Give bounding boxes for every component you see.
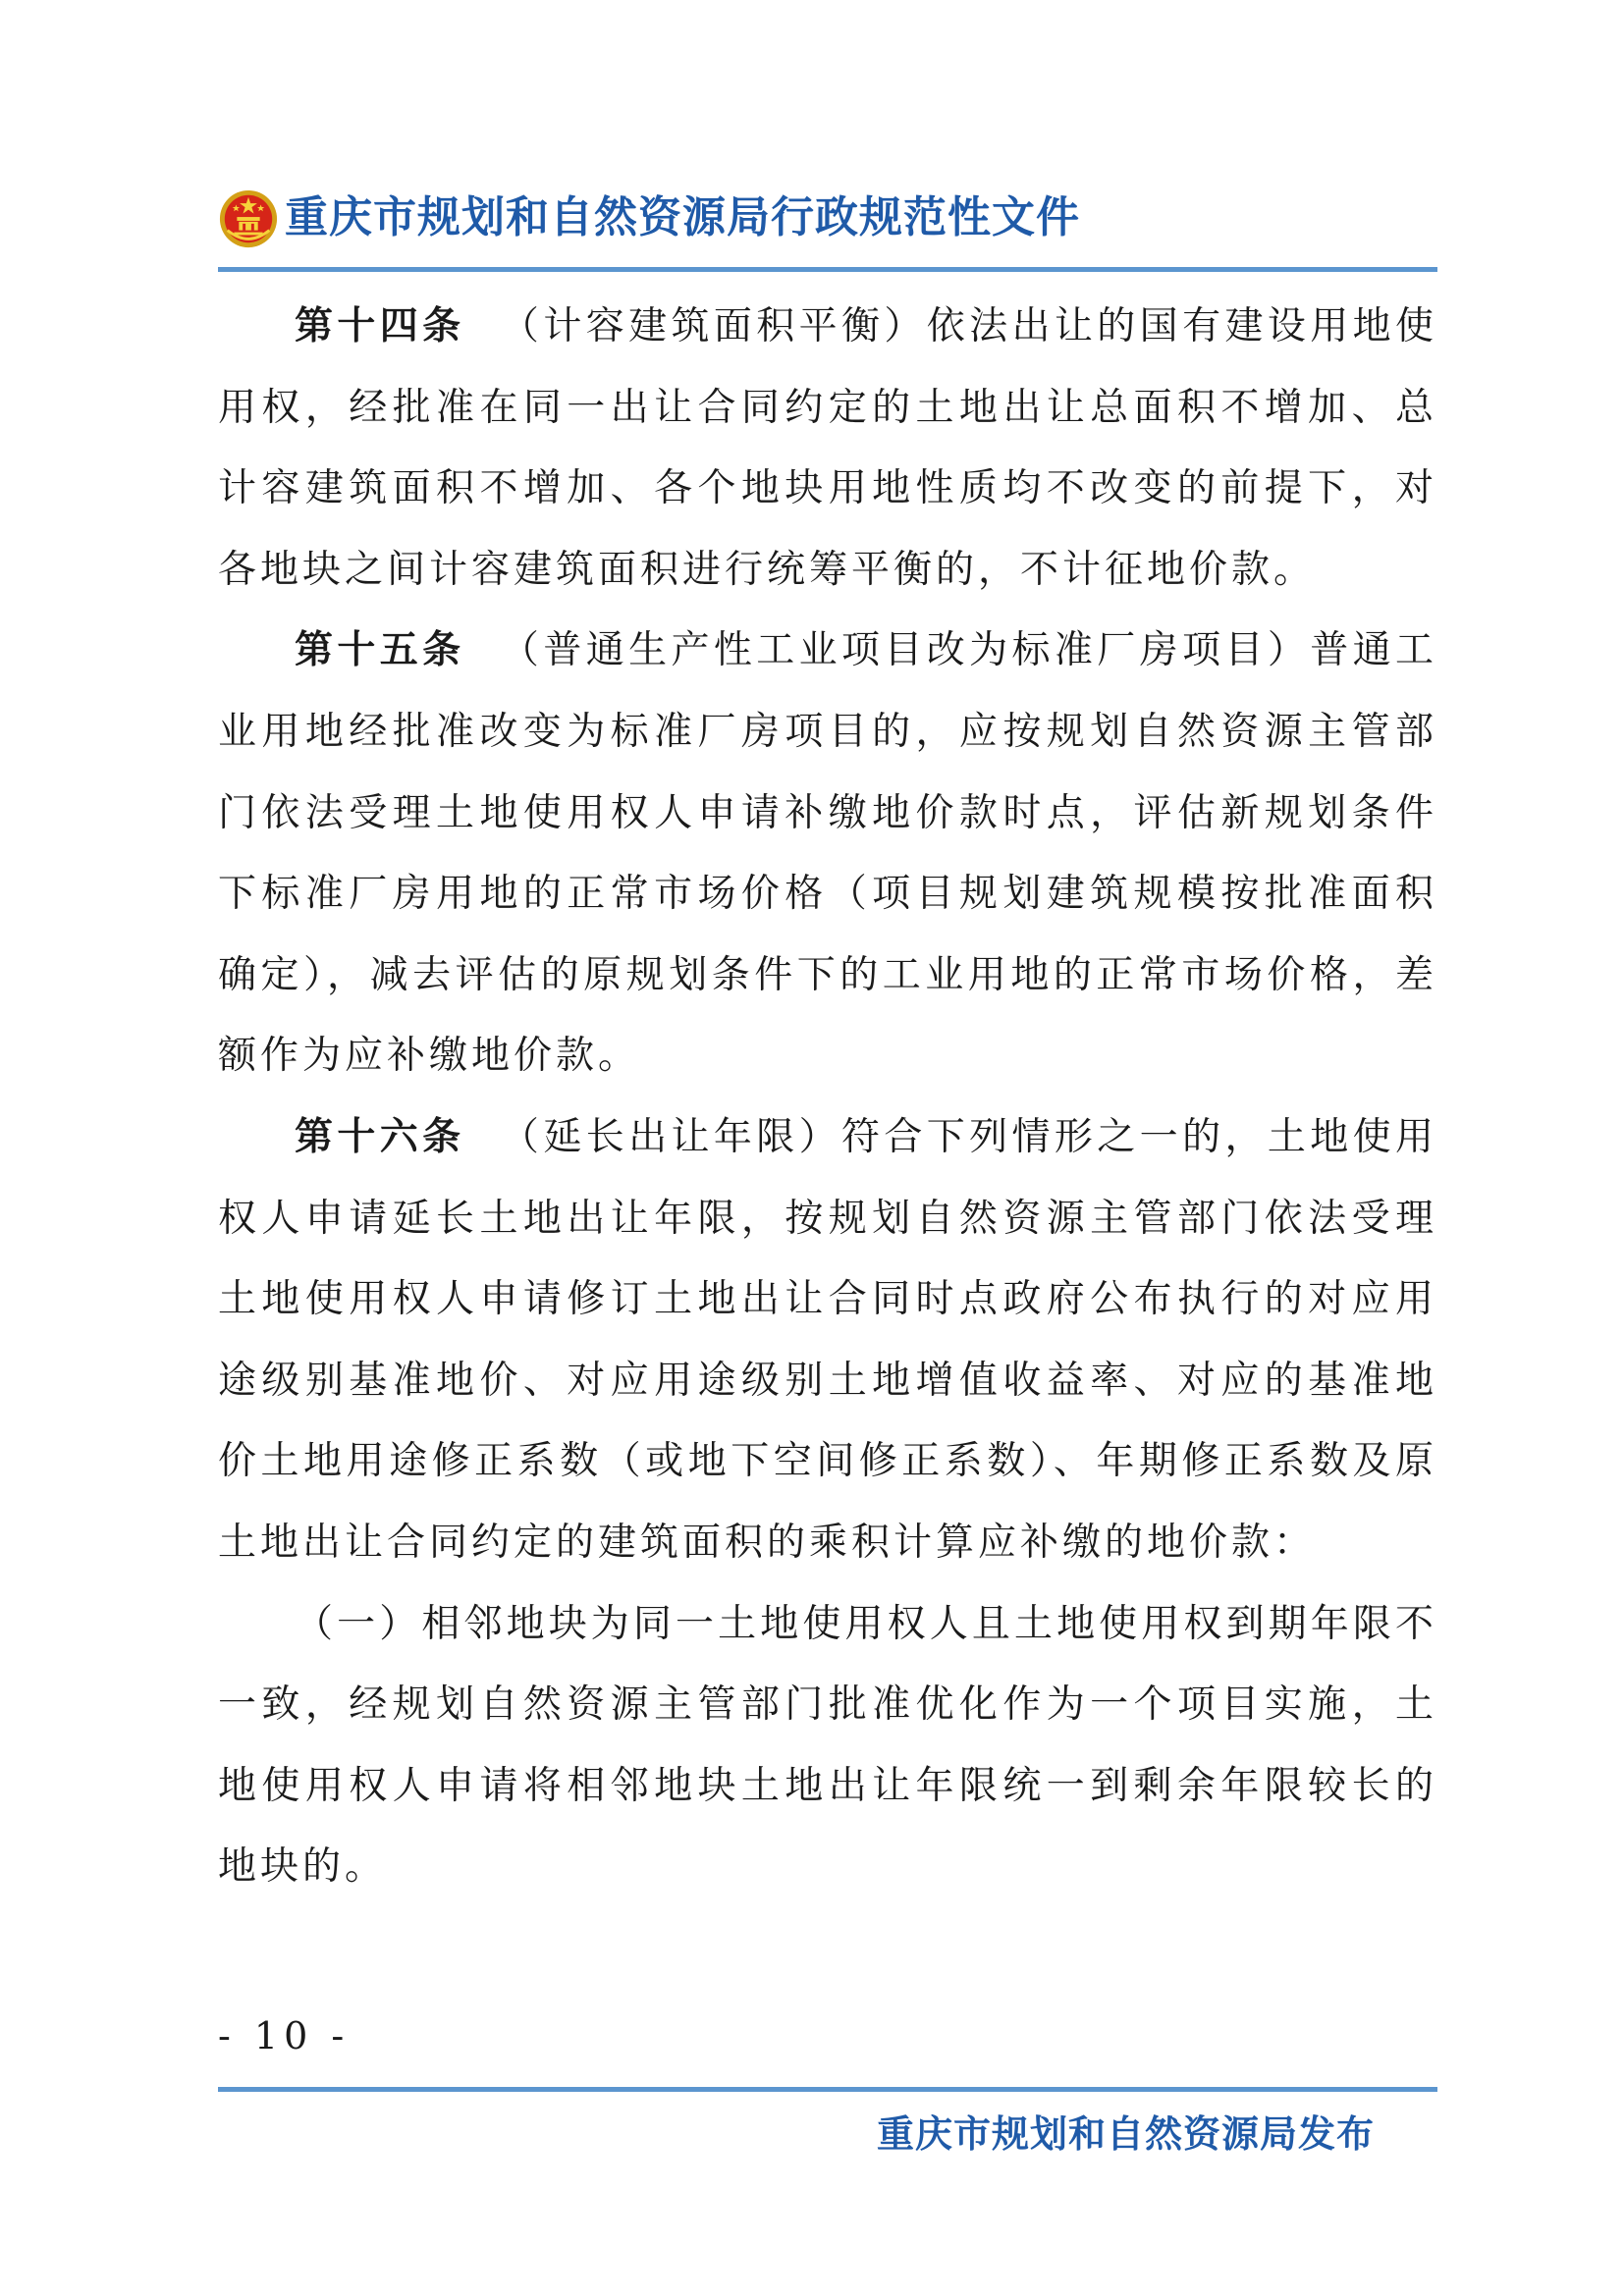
footer-divider [218, 2087, 1437, 2092]
national-emblem-icon [218, 188, 279, 249]
article-16-item-1-text: （一）相邻地块为同一土地使用权人且土地使用权到期年限不一致，经规划自然资源主管部门批准优化作为一个项目实施，土地使用权人申请将相邻地块土地出让年限统一到剩余年限较长的地块的。 [218, 1601, 1437, 1890]
article-14-number: 第十四条 [295, 304, 465, 348]
footer-publisher: 重庆市规划和自然资源局发布 [876, 2112, 1375, 2156]
article-16-item-1-paragraph [218, 1584, 1437, 1908]
article-16-number: 第十六条 [295, 1114, 465, 1159]
document-header [218, 187, 1437, 265]
article-14-text: （计容建筑面积平衡）依法出让的国有建设用地使用权，经批准在同一出让合同约定的土地出让总面积不增加、总计容建筑面积不增加、各个地块用地性质均不改变的前提下，对各地块之间计容建筑面积进行统筹平衡的，不计征地价款。 [218, 304, 1437, 592]
article-15-number: 第十五条 [295, 628, 465, 673]
page-number: - 10 - [218, 2014, 351, 2057]
article-15-text: （普通生产性工业项目改为标准厂房项目）普通工业用地经批准改变为标准厂房项目的，应按规划自然资源主管部门依法受理土地使用权人申请补缴地价款时点，评估新规划条件下标准厂房用地的正常市场价格（项目规划建筑规模按批准面积确定），减去评估的原规划条件下的工业用地的正常市场价格，差额作为应补缴地价款。 [218, 628, 1437, 1079]
article-16-paragraph [218, 1097, 1437, 1584]
document-body [218, 287, 1437, 1908]
header-divider [218, 267, 1437, 272]
article-14-paragraph [218, 287, 1437, 611]
header-title: 重庆市规划和自然资源局行政规范性文件 [285, 192, 1080, 242]
article-15-paragraph [218, 611, 1437, 1097]
article-16-text: （延长出让年限）符合下列情形之一的，土地使用权人申请延长土地出让年限，按规划自然资源主管部门依法受理土地使用权人申请修订土地出让合同时点政府公布执行的对应用途级别基准地价、对应用途级别土地增值收益率、对应的基准地价土地用途修正系数（或地下空间修正系数）、年期修正系数及原土地出让合同约定的建筑面积的乘积计算应补缴的地价款： [218, 1114, 1437, 1565]
